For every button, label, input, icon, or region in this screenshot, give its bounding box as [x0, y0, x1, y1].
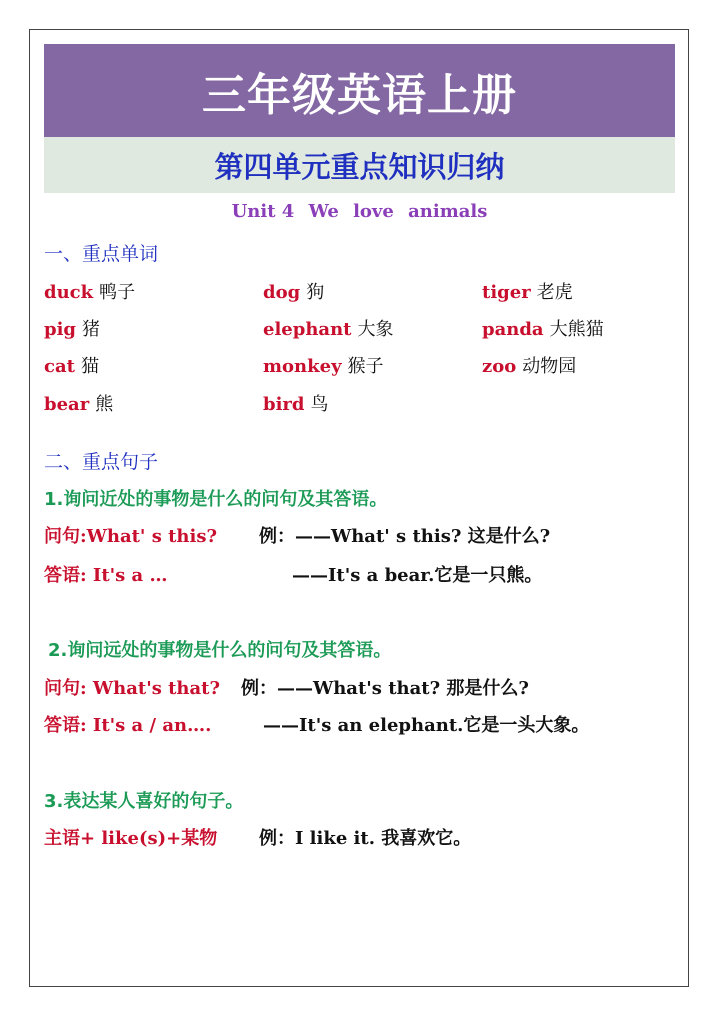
vocab-chinese: 鸟	[310, 394, 329, 415]
answer-pattern-2: 答语: It's a / an….	[44, 715, 212, 736]
sentence-topic-2: 2.询问远处的事物是什么的问句及其答语。	[48, 640, 392, 661]
preference-example: 例：I like it. 我喜欢它。	[259, 828, 472, 849]
vocab-english: bear	[44, 394, 90, 415]
sentence-topic-3: 3.表达某人喜好的句子。	[44, 791, 244, 812]
vocab-chinese: 大象	[357, 319, 394, 340]
answer-example-1: ——It's a bear.它是一只熊。	[292, 565, 543, 586]
vocab-english: tiger	[482, 282, 531, 303]
vocab-chinese: 动物园	[522, 356, 577, 377]
vocab-english: dog	[263, 282, 301, 303]
vocab-english: bird	[263, 394, 305, 415]
unit-title-word: love	[353, 201, 394, 222]
vocab-item	[44, 352, 99, 378]
question-example-1: 例：——What' s this? 这是什么?	[259, 526, 551, 547]
vocab-item	[482, 352, 576, 378]
vocab-chinese: 猫	[80, 356, 99, 377]
question-pattern-2: 问句: What's that?	[44, 678, 221, 699]
sentence-topic-1: 1.询问近处的事物是什么的问句及其答语。	[44, 489, 388, 510]
vocab-chinese: 老虎	[536, 282, 573, 303]
vocab-english: pig	[44, 319, 77, 340]
question-pattern-1: 问句:What' s this?	[44, 526, 218, 547]
answer-pattern-1: 答语: It's a …	[44, 565, 168, 586]
vocab-item	[482, 278, 573, 304]
unit-title	[0, 201, 719, 222]
vocab-item	[263, 278, 324, 304]
page-subtitle: 第四单元重点知识归纳	[44, 137, 675, 193]
vocab-english: elephant	[263, 319, 352, 340]
vocab-english: panda	[482, 319, 544, 340]
vocab-chinese: 熊	[95, 394, 114, 415]
vocab-item	[263, 315, 393, 341]
vocab-item	[263, 390, 329, 416]
unit-number: Unit 4	[231, 201, 295, 222]
vocab-item	[263, 352, 384, 378]
vocab-chinese: 鸭子	[99, 282, 136, 303]
unit-title-word: animals	[408, 201, 488, 222]
vocab-english: zoo	[482, 356, 517, 377]
vocab-english: monkey	[263, 356, 342, 377]
vocab-chinese: 大熊猫	[549, 319, 604, 340]
preference-pattern: 主语+ like(s)+某物	[44, 828, 218, 849]
unit-title-word: We	[308, 201, 339, 222]
vocab-english: cat	[44, 356, 75, 377]
vocab-item	[44, 390, 113, 416]
vocab-chinese: 猴子	[347, 356, 384, 377]
section-heading-sentences: 二、重点句子	[44, 451, 159, 473]
answer-example-2: ——It's an elephant.它是一头大象。	[263, 715, 590, 736]
vocab-item	[44, 278, 135, 304]
vocab-item	[482, 315, 604, 341]
section-heading-words: 一、重点单词	[44, 243, 159, 265]
question-example-2: 例：——What's that? 那是什么?	[241, 678, 529, 699]
vocab-chinese: 狗	[306, 282, 325, 303]
vocab-item	[44, 315, 100, 341]
page-title: 三年级英语上册	[44, 44, 675, 137]
vocab-english: duck	[44, 282, 94, 303]
vocab-chinese: 猪	[82, 319, 101, 340]
